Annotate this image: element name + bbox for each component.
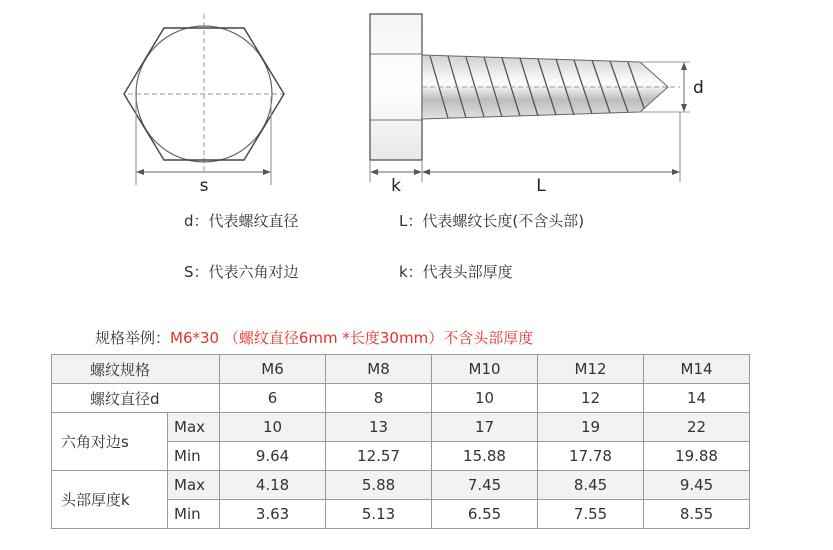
- cell-k-min: 5.13: [326, 500, 432, 529]
- legend-k: k：代表头部厚度: [399, 263, 513, 281]
- cell-diameter: 12: [538, 384, 644, 413]
- dimension-d-label: d: [693, 78, 704, 98]
- cell-s-min: 12.57: [326, 442, 432, 471]
- cell-s-min: 9.64: [220, 442, 326, 471]
- cell-min-label: Min: [168, 442, 220, 471]
- hex-head-top-view: [124, 14, 284, 196]
- cell-diameter-label: 螺纹直径d: [52, 384, 220, 413]
- cell-s-label: 六角对边s: [52, 413, 168, 471]
- cell-diameter: 14: [644, 384, 750, 413]
- table-row-diameter: [52, 384, 750, 413]
- cell-size: M12: [538, 355, 644, 384]
- cell-s-max: 19: [538, 413, 644, 442]
- cell-s-max: 10: [220, 413, 326, 442]
- cell-s-min: 17.78: [538, 442, 644, 471]
- cell-k-max: 7.45: [432, 471, 538, 500]
- dimension-L-label: L: [536, 176, 546, 196]
- cell-k-min: 8.55: [644, 500, 750, 529]
- cell-size: M14: [644, 355, 750, 384]
- screw-side-view: [370, 14, 704, 196]
- cell-diameter: 6: [220, 384, 326, 413]
- cell-k-min: 6.55: [432, 500, 538, 529]
- cell-s-max: 17: [432, 413, 538, 442]
- cell-k-min: 7.55: [538, 500, 644, 529]
- cell-max-label: Max: [168, 413, 220, 442]
- dimension-s-label: s: [199, 176, 209, 196]
- cell-diameter: 10: [432, 384, 538, 413]
- cell-s-min: 15.88: [432, 442, 538, 471]
- cell-s-max: 13: [326, 413, 432, 442]
- cell-k-max: 4.18: [220, 471, 326, 500]
- legend-L: L：代表螺纹长度(不含头部): [399, 212, 585, 230]
- cell-diameter: 8: [326, 384, 432, 413]
- cell-k-min: 3.63: [220, 500, 326, 529]
- screw-dimension-drawing: [0, 0, 833, 200]
- cell-s-max: 22: [644, 413, 750, 442]
- spec-example: [95, 327, 533, 348]
- legend-d: d：代表螺纹直径: [184, 212, 299, 230]
- spec-example-value: M6*30 （螺纹直径6mm *长度30mm）不含头部厚度: [170, 329, 534, 347]
- spec-example-label: 规格举例：: [95, 329, 171, 347]
- cell-size: M8: [326, 355, 432, 384]
- table-row-size: [52, 355, 750, 384]
- cell-max-label: Max: [168, 471, 220, 500]
- cell-s-min: 19.88: [644, 442, 750, 471]
- cell-k-max: 8.45: [538, 471, 644, 500]
- table-row-s-max: [52, 413, 750, 442]
- cell-size: M10: [432, 355, 538, 384]
- cell-min-label: Min: [168, 500, 220, 529]
- cell-k-max: 9.45: [644, 471, 750, 500]
- table-row-k-max: [52, 471, 750, 500]
- spec-table: [51, 354, 750, 529]
- cell-header-label: 螺纹规格: [52, 355, 220, 384]
- legend-s: S：代表六角对边: [184, 263, 299, 281]
- cell-size: M6: [220, 355, 326, 384]
- dimension-k-label: k: [391, 176, 401, 196]
- cell-k-max: 5.88: [326, 471, 432, 500]
- cell-k-label: 头部厚度k: [52, 471, 168, 529]
